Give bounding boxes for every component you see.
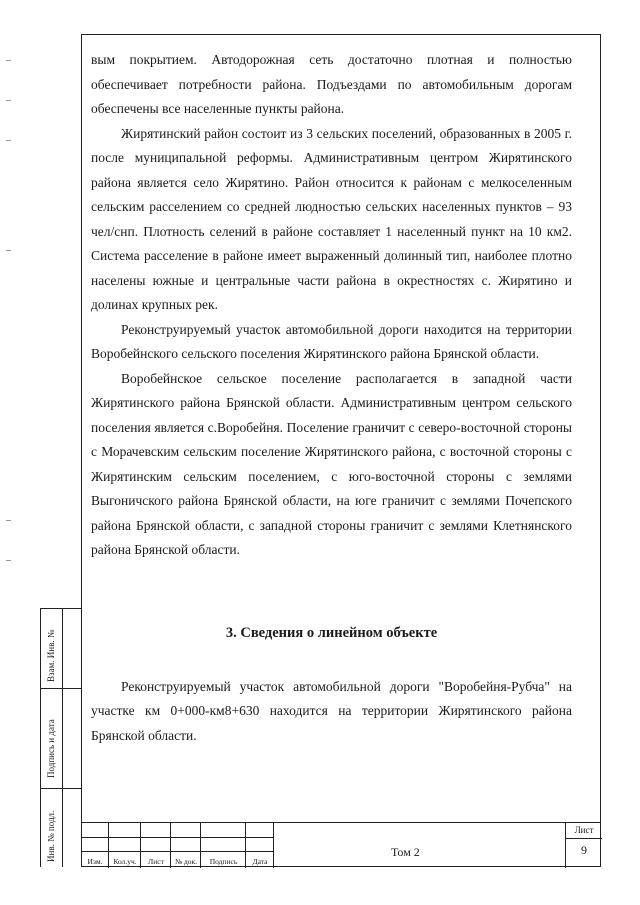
side-label-vzam: Взам. Инв. №	[46, 629, 56, 682]
side-label-inv: Инв. № подл.	[46, 810, 56, 862]
side-stamp-line	[40, 688, 81, 689]
stamp-header-doc: № док.	[174, 857, 198, 866]
section-paragraph: Реконструируемый участок автомобильной дороги "Воробейня-Рубча" на участке км 0+000-км8+630 находится на территории Жирятинского района Брянской области.	[91, 678, 572, 743]
side-stamp-divider	[62, 608, 63, 867]
sheet-label: Лист	[566, 825, 602, 839]
side-label-podpis: Подпись и дата	[46, 719, 56, 778]
stamp-header-data: Дата	[252, 857, 268, 866]
margin-tick	[6, 100, 11, 101]
paragraph: Реконструируемый участок автомобильной дороги находится на территории Воробейнского сельского поселения Жирятинского района Брянской области.	[91, 321, 572, 361]
section-heading: 3. Сведения о линейном объекте	[225, 624, 438, 641]
sheet-box	[565, 823, 601, 868]
paragraph: Жирятинский район состоит из 3 сельских поселений, образованных в 2005 г. после муниципальной реформы. Административным центром Жирятинского района является село Жирятино. Район относится к районам с мелкоселенным сельским расселением со средней людностью сельских населенных пунктов – 93 чел/снп. Плотность селений в районе составляет 1 населенный пункт на 10 км2. Система расселение в районе имеет выраженный долинный тип, наиболее плотно населены южные и центральные части района в окрестностях с. Жирятино и долинах крупных рек.	[91, 125, 572, 312]
margin-tick	[6, 140, 11, 141]
paragraph: Воробейнское сельское поселение располагается в западной части Жирятинского района Брянской области. Административным центром сельского поселения является с.Воробейня. Поселение граничит с северо-восточной стороны с Морачевским сельским поселение Жирятинского района, с восточной стороны с Жирятинским сельским поселением, с юго-восточной стороны с землями Выгоничского района Брянской области, на юге граничит с землями Почепского района Брянской области, с западной стороны граничит с землями Клетнянского района Брянской области.	[91, 370, 572, 557]
volume-label: Том 2	[391, 845, 420, 859]
stamp-header-list: Лист	[148, 857, 164, 866]
paragraph-continuation: вым покрытием. Автодорожная сеть достаточно плотная и полностью обеспечивает потребности района. Подъездами по автомобильным дорогам обеспечены все населенные пункты района.	[91, 52, 572, 116]
stamp-row-line	[81, 837, 274, 838]
stamp-row-line	[81, 851, 274, 852]
side-stamp-line	[40, 788, 81, 789]
margin-tick	[6, 60, 11, 61]
margin-tick	[6, 560, 11, 561]
margin-tick	[6, 520, 11, 521]
stamp-header-podpis: Подпись	[209, 857, 238, 866]
stamp-header-kol: Кол.уч.	[113, 857, 137, 866]
title-block	[81, 822, 601, 867]
sheet-number: 9	[581, 843, 587, 857]
document-body	[91, 48, 572, 748]
margin-tick	[6, 250, 11, 251]
stamp-header-izm: Изм.	[87, 857, 103, 866]
